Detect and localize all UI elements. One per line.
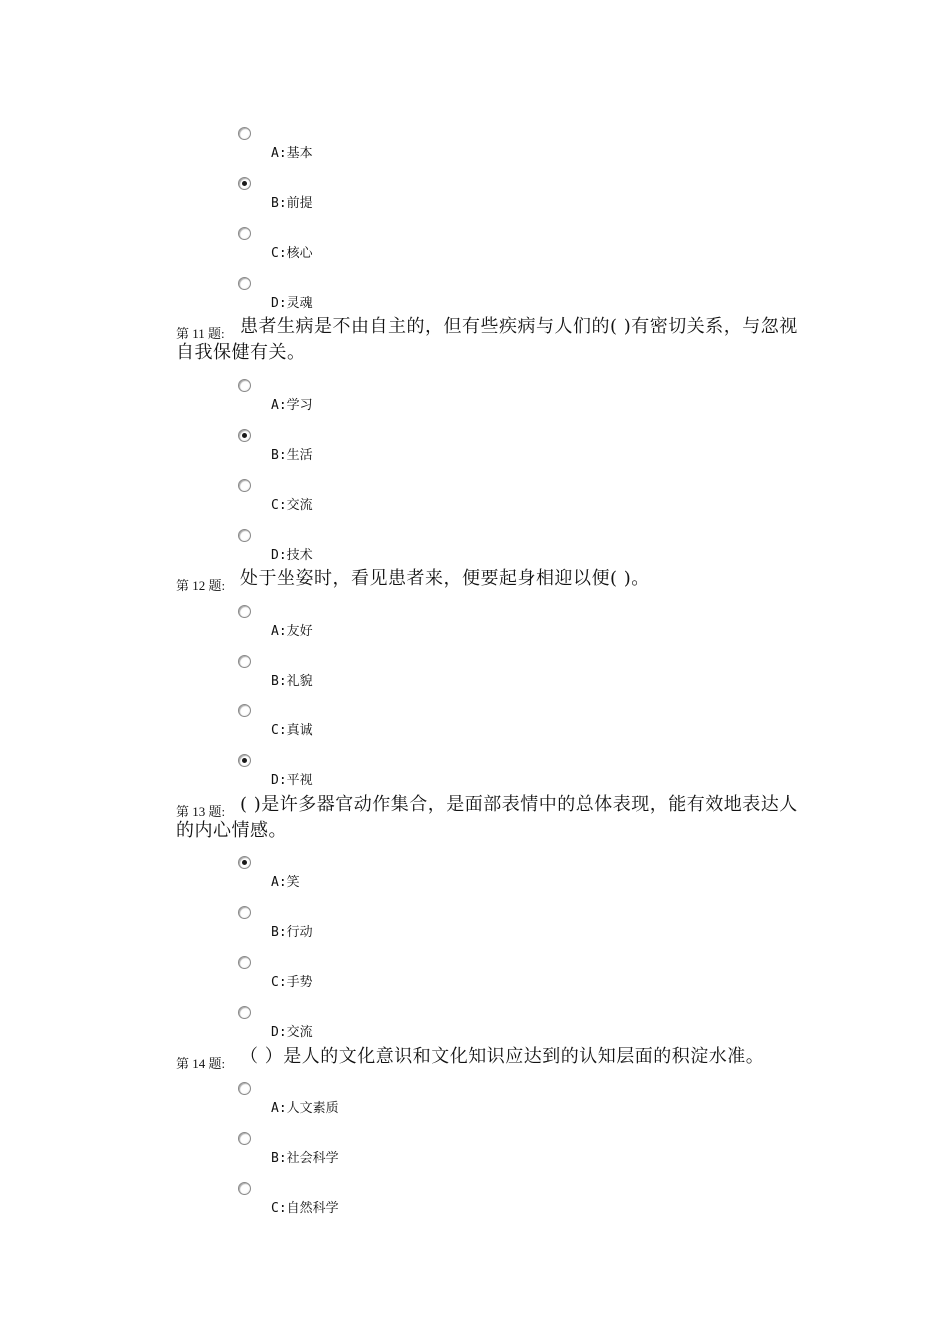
- radio-button-q14-c[interactable]: [238, 1182, 251, 1195]
- radio-button-q12-c[interactable]: [238, 704, 251, 717]
- radio-button-q11-d[interactable]: [238, 529, 251, 542]
- radio-button-q10-c[interactable]: [238, 227, 251, 240]
- option-label: C:手势: [271, 975, 313, 990]
- option-label: C:交流: [271, 498, 313, 513]
- question-text: 患者生病是不由自主的，但有些疾病与人们的( )有密切关系，与忽视自我保健有关。: [176, 316, 798, 363]
- radio-button-q13-a[interactable]: [238, 856, 251, 869]
- option-label: A:友好: [271, 624, 313, 639]
- question-header: [176, 792, 816, 844]
- option-q13-b[interactable]: [238, 906, 438, 946]
- option-q13-c[interactable]: [238, 956, 438, 996]
- radio-button-q10-a[interactable]: [238, 127, 251, 140]
- option-label: B:礼貌: [271, 674, 313, 689]
- option-q10-b[interactable]: [238, 177, 438, 217]
- option-label: B:前提: [271, 196, 313, 211]
- option-q12-a[interactable]: [238, 605, 438, 645]
- question-text: （ ）是人的文化意识和文化知识应达到的认知层面的积淀水准。: [240, 1046, 765, 1067]
- option-q13-a[interactable]: [238, 856, 438, 896]
- radio-button-q11-b[interactable]: [238, 429, 251, 442]
- option-label: D:技术: [271, 548, 313, 563]
- question-text: ( )是许多器官动作集合，是面部表情中的总体表现，能有效地表达人的内心情感。: [176, 794, 798, 841]
- question-header: [176, 1044, 816, 1070]
- option-q11-d[interactable]: [238, 529, 438, 569]
- radio-button-q14-b[interactable]: [238, 1132, 251, 1145]
- radio-button-q12-a[interactable]: [238, 605, 251, 618]
- option-label: C:核心: [271, 246, 313, 261]
- question-header: [176, 566, 816, 592]
- question-number: 第 13 题:: [176, 804, 226, 819]
- radio-button-q12-d[interactable]: [238, 754, 251, 767]
- option-label: B:生活: [271, 448, 313, 463]
- question-header: [176, 314, 816, 366]
- option-label: C:自然科学: [271, 1201, 339, 1216]
- option-label: D:平视: [271, 773, 313, 788]
- radio-button-q11-a[interactable]: [238, 379, 251, 392]
- radio-button-q10-b[interactable]: [238, 177, 251, 190]
- option-label: B:社会科学: [271, 1151, 339, 1166]
- option-q12-c[interactable]: [238, 704, 438, 744]
- option-q14-b[interactable]: [238, 1132, 438, 1172]
- question-number: 第 12 题:: [176, 578, 226, 593]
- option-label: C:真诚: [271, 723, 313, 738]
- option-q12-b[interactable]: [238, 655, 438, 695]
- radio-button-q13-b[interactable]: [238, 906, 251, 919]
- option-q13-d[interactable]: [238, 1006, 438, 1046]
- radio-button-q13-d[interactable]: [238, 1006, 251, 1019]
- option-q11-c[interactable]: [238, 479, 438, 519]
- question-number: 第 11 题:: [176, 326, 225, 341]
- radio-button-q11-c[interactable]: [238, 479, 251, 492]
- question-text: 处于坐姿时，看见患者来，便要起身相迎以便( )。: [240, 568, 650, 589]
- option-q10-c[interactable]: [238, 227, 438, 267]
- radio-button-q14-a[interactable]: [238, 1082, 251, 1095]
- option-q10-d[interactable]: [238, 277, 438, 317]
- radio-button-q10-d[interactable]: [238, 277, 251, 290]
- question-number: 第 14 题:: [176, 1056, 226, 1071]
- option-label: A:人文素质: [271, 1101, 339, 1116]
- option-q12-d[interactable]: [238, 754, 438, 794]
- option-q14-c[interactable]: [238, 1182, 438, 1222]
- option-q11-a[interactable]: [238, 379, 438, 419]
- radio-button-q12-b[interactable]: [238, 655, 251, 668]
- option-label: A:学习: [271, 398, 313, 413]
- option-label: A:笑: [271, 875, 300, 890]
- option-label: A:基本: [271, 146, 313, 161]
- option-q14-a[interactable]: [238, 1082, 438, 1122]
- option-q11-b[interactable]: [238, 429, 438, 469]
- option-label: D:灵魂: [271, 296, 313, 311]
- option-q10-a[interactable]: [238, 127, 438, 167]
- option-label: B:行动: [271, 925, 313, 940]
- option-label: D:交流: [271, 1025, 313, 1040]
- radio-button-q13-c[interactable]: [238, 956, 251, 969]
